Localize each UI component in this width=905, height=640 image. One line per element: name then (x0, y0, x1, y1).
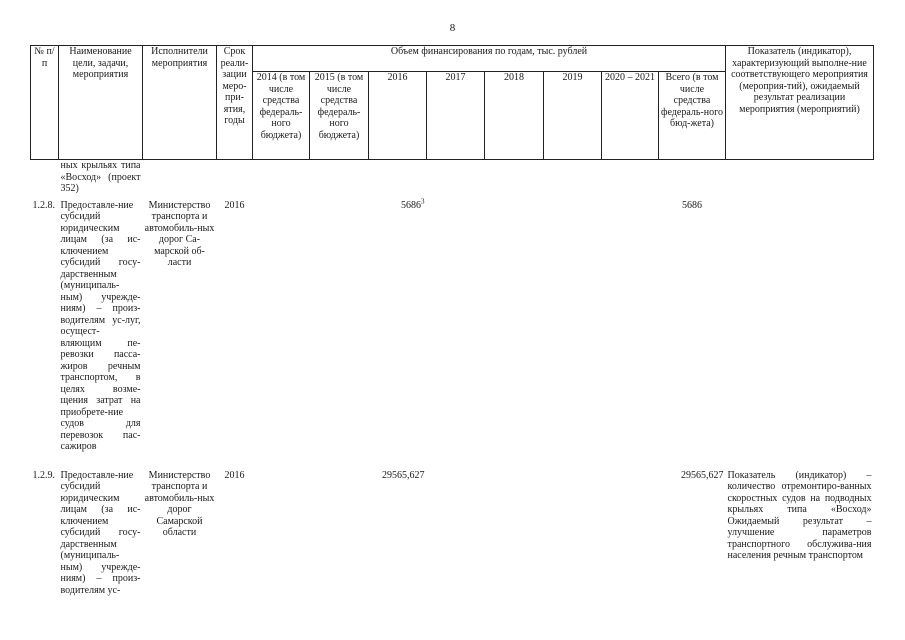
row-value-2016: 5686$^3$ (401, 197, 425, 211)
row-executor: Министерство транспорта и автомобиль-ных дорог Са-марской об-ласти (144, 199, 215, 268)
row-indicator (726, 160, 874, 200)
header-year-2017: 2017 (427, 72, 485, 160)
row-num: 1.2.9. (32, 469, 55, 481)
row-num: 1.2.8. (32, 199, 55, 211)
header-year-2014: 2014 (в том числе средства федераль-ного бюджета) (253, 72, 310, 160)
row-term: 2016 (224, 199, 245, 211)
header-total: Всего (в том числе средства федераль-ного бюд-жета) (659, 72, 726, 160)
row-total: 29565,627 (681, 469, 724, 481)
header-year-2015: 2015 (в том числе средства федераль-ного бюджета) (310, 72, 369, 160)
row-num (31, 160, 59, 200)
table-row (31, 470, 874, 597)
header-name: Наименование цели, задачи, мероприятия (59, 46, 143, 160)
row-executor (143, 160, 217, 200)
funding-table (30, 45, 874, 596)
row-term (217, 160, 253, 200)
header-funding: Объем финансирования по годам, тыс. рублей (253, 46, 726, 72)
table-row (31, 160, 874, 200)
row-name: Предоставле-ние субсидий юридическим лицам (за ис-ключением субсидий госу-дарственным (муниципаль-ным) учрежде-ниям) – произ-водителям ус- (60, 469, 141, 596)
header-year-2016: 2016 (369, 72, 427, 160)
row-executor: Министерство транспорта и автомобиль-ных дорог Самарской области (144, 469, 215, 538)
header-term: Срок реали-зации меро-при-ятия, годы (217, 46, 253, 160)
header-year-2020-2021: 2020 – 2021 (602, 72, 659, 160)
row-indicator (726, 200, 874, 470)
row-term: 2016 (224, 469, 245, 481)
header-num: № п/п (31, 46, 59, 160)
header-executors: Исполнители мероприятия (143, 46, 217, 160)
header-indicator: Показатель (индикатор), характеризующий выполне-ние соответствующего мероприятия (мероприя-тий), ожидаемый результат реализации мероприятия (мероприятий) (726, 46, 874, 160)
row-value-2016: 29565,627 (382, 469, 425, 481)
row-name: Предоставле-ние субсидий юридическим лицам (за ис-ключением субсидий госу-дарственным (муниципаль-ным) учрежде-ниям) – произ-водителям ус-луг, осущест-вляющим пе-ревозки пасса-жиров речным транспортом, в целях возме-щения затрат на приобрете-ние судов для перевозок пас-сажиров (60, 199, 141, 452)
row-total: 5686 (682, 199, 702, 211)
page-number: 8 (449, 22, 456, 34)
row-indicator: Показатель (индикатор) – количество отремонтиро-ванных скоростных судов на подводных крыльях типа «Восход» Ожидаемый результат – улучшение параметров транспортного обслужива-ния населения речным транспортом (727, 469, 872, 561)
header-year-2018: 2018 (485, 72, 544, 160)
table-row (31, 200, 874, 470)
header-year-2019: 2019 (544, 72, 602, 160)
row-value-2016 (369, 160, 427, 200)
row-name: ных крыльях типа «Восход» (проект 352) (60, 160, 141, 194)
row-total (659, 160, 726, 200)
